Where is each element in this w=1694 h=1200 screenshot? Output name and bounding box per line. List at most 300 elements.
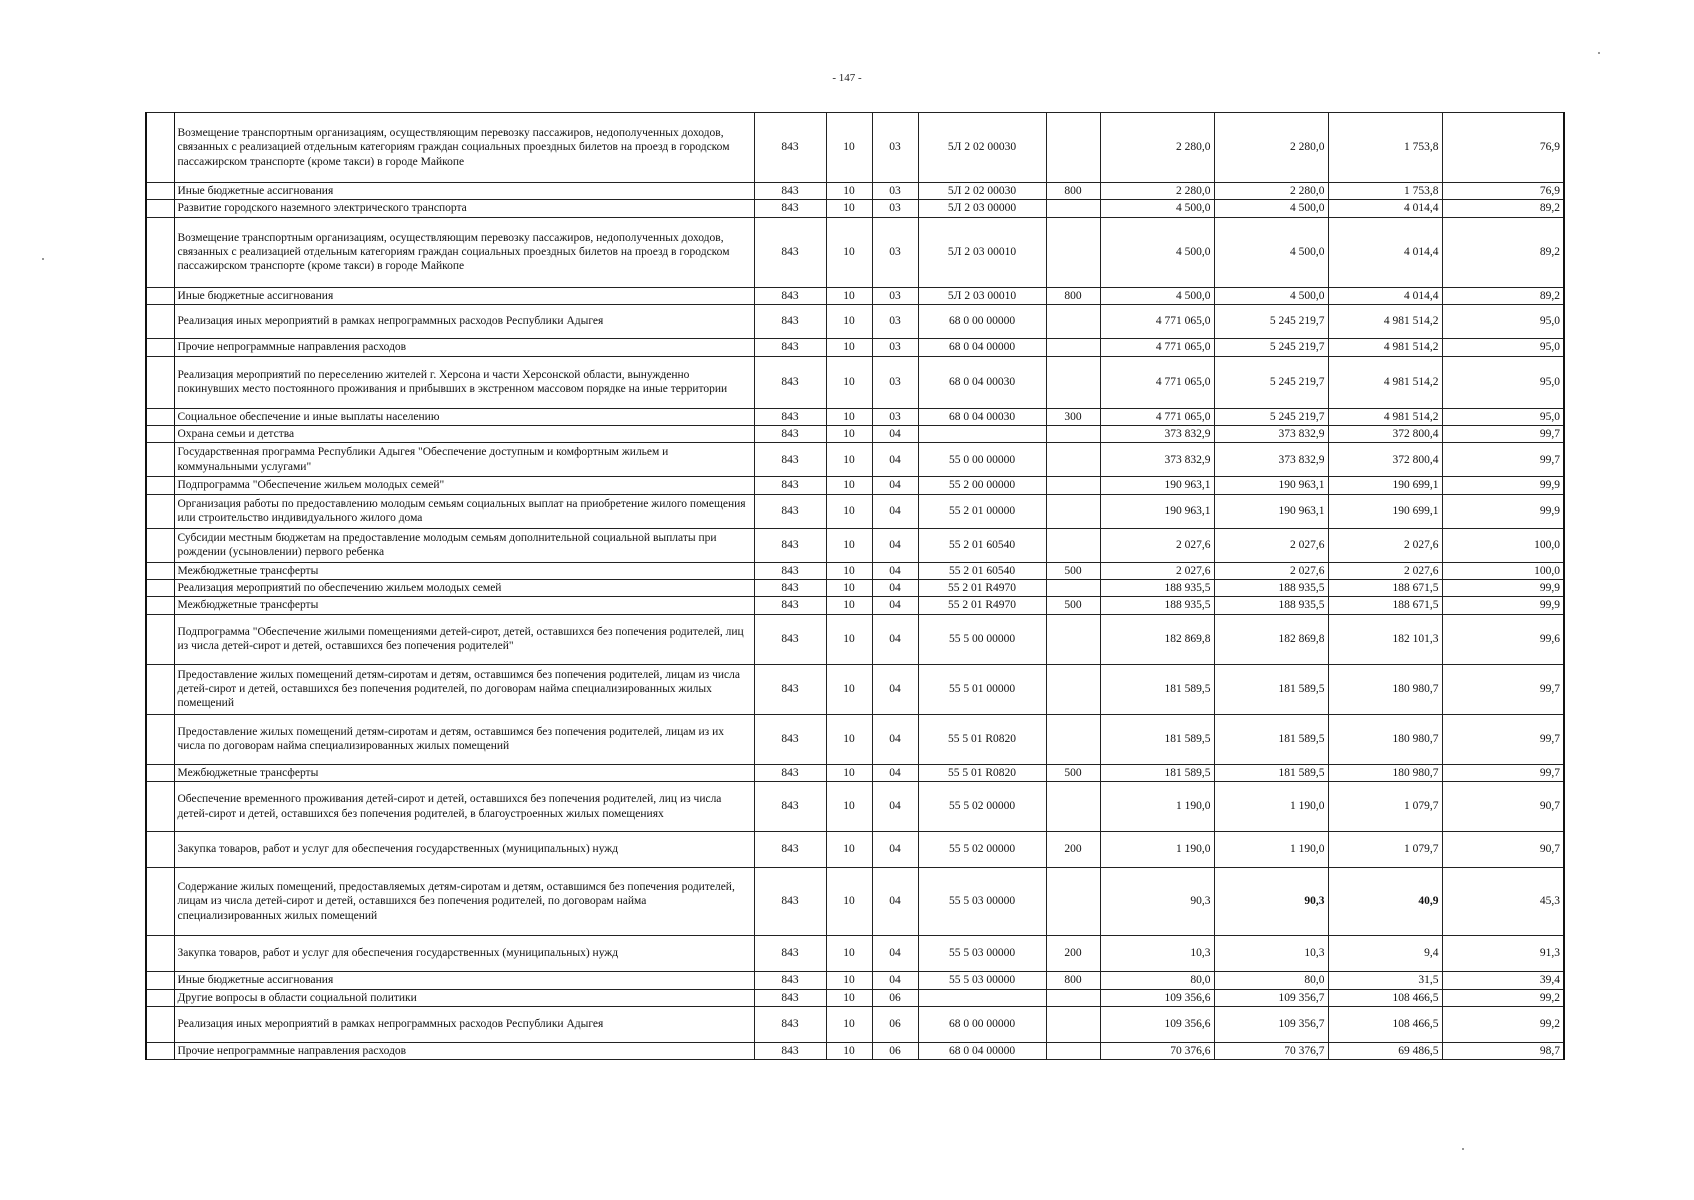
cell-name: Межбюджетные трансферты (174, 764, 754, 781)
cell-name: Межбюджетные трансферты (174, 562, 754, 579)
table-row (146, 494, 1564, 528)
row-margin-cell (146, 562, 174, 579)
table-row (146, 989, 1564, 1006)
table-row (146, 936, 1564, 972)
cell-pct: 89,2 (1442, 217, 1564, 287)
cell-pr: 04 (872, 832, 918, 868)
cell-v3: 108 466,5 (1328, 1006, 1442, 1042)
scan-speck (1598, 52, 1600, 54)
cell-ved: 843 (754, 408, 826, 425)
cell-v2: 373 832,9 (1214, 443, 1328, 477)
cell-rz: 10 (826, 443, 872, 477)
cell-csr: 55 2 01 60540 (918, 562, 1046, 579)
cell-v2: 90,3 (1214, 868, 1328, 936)
cell-vr: 800 (1046, 972, 1100, 989)
table-row (146, 217, 1564, 287)
cell-v3: 4 014,4 (1328, 217, 1442, 287)
cell-pct: 89,2 (1442, 200, 1564, 217)
cell-rz: 10 (826, 494, 872, 528)
row-margin-cell (146, 217, 174, 287)
cell-v3: 4 981 514,2 (1328, 339, 1442, 356)
cell-ved: 843 (754, 972, 826, 989)
cell-csr: 68 0 04 00000 (918, 1042, 1046, 1059)
cell-pr: 04 (872, 580, 918, 597)
cell-name: Охрана семьи и детства (174, 425, 754, 442)
cell-pr: 04 (872, 972, 918, 989)
table-row (146, 443, 1564, 477)
cell-rz: 10 (826, 580, 872, 597)
cell-v2: 2 027,6 (1214, 528, 1328, 562)
cell-vr (1046, 305, 1100, 339)
cell-rz: 10 (826, 217, 872, 287)
cell-csr: 55 5 01 R0820 (918, 714, 1046, 764)
cell-ved: 843 (754, 425, 826, 442)
cell-vr (1046, 200, 1100, 217)
cell-v3: 4 981 514,2 (1328, 305, 1442, 339)
cell-csr: 68 0 04 00000 (918, 339, 1046, 356)
cell-vr: 200 (1046, 832, 1100, 868)
cell-csr: 55 2 01 60540 (918, 528, 1046, 562)
cell-pct: 99,9 (1442, 494, 1564, 528)
cell-v2: 181 589,5 (1214, 664, 1328, 714)
cell-csr: 55 5 03 00000 (918, 936, 1046, 972)
cell-name: Реализация мероприятий по переселению жителей г. Херсона и части Херсонской области, вынужденно покинувших место постоянного проживания и прибывших в экстренном массовом порядке на иные территории (174, 356, 754, 408)
cell-ved: 843 (754, 868, 826, 936)
cell-ved: 843 (754, 339, 826, 356)
cell-v1: 188 935,5 (1100, 597, 1214, 614)
cell-v3: 108 466,5 (1328, 989, 1442, 1006)
table-row (146, 714, 1564, 764)
cell-vr (1046, 1042, 1100, 1059)
cell-vr (1046, 714, 1100, 764)
cell-pct: 95,0 (1442, 305, 1564, 339)
cell-v2: 5 245 219,7 (1214, 356, 1328, 408)
table-row (146, 764, 1564, 781)
cell-pr: 04 (872, 782, 918, 832)
cell-csr: 68 0 04 00030 (918, 356, 1046, 408)
cell-name: Закупка товаров, работ и услуг для обеспечения государственных (муниципальных) нужд (174, 832, 754, 868)
cell-v3: 4 981 514,2 (1328, 356, 1442, 408)
cell-pct: 99,7 (1442, 443, 1564, 477)
cell-name: Подпрограмма "Обеспечение жилыми помещениями детей-сирот, детей, оставшихся без попечения родителей, лиц из числа детей-сирот и детей, оставшихся без попечения родителей" (174, 614, 754, 664)
cell-pct: 89,2 (1442, 287, 1564, 304)
cell-v3: 1 079,7 (1328, 782, 1442, 832)
cell-v1: 109 356,6 (1100, 1006, 1214, 1042)
cell-rz: 10 (826, 782, 872, 832)
cell-csr (918, 425, 1046, 442)
cell-pct: 99,6 (1442, 614, 1564, 664)
cell-v1: 109 356,6 (1100, 989, 1214, 1006)
cell-pct: 99,9 (1442, 580, 1564, 597)
cell-vr (1046, 356, 1100, 408)
cell-pct: 90,7 (1442, 832, 1564, 868)
cell-v3: 180 980,7 (1328, 764, 1442, 781)
cell-vr (1046, 477, 1100, 494)
cell-pr: 03 (872, 287, 918, 304)
cell-vr: 500 (1046, 597, 1100, 614)
cell-vr: 800 (1046, 183, 1100, 200)
cell-pr: 03 (872, 217, 918, 287)
cell-v1: 80,0 (1100, 972, 1214, 989)
cell-rz: 10 (826, 339, 872, 356)
cell-ved: 843 (754, 714, 826, 764)
cell-v2: 2 280,0 (1214, 183, 1328, 200)
cell-v2: 10,3 (1214, 936, 1328, 972)
cell-v1: 1 190,0 (1100, 782, 1214, 832)
cell-name: Иные бюджетные ассигнования (174, 972, 754, 989)
cell-ved: 843 (754, 528, 826, 562)
cell-v3: 2 027,6 (1328, 528, 1442, 562)
cell-v1: 70 376,6 (1100, 1042, 1214, 1059)
cell-v2: 188 935,5 (1214, 597, 1328, 614)
table-row (146, 356, 1564, 408)
cell-pct: 76,9 (1442, 113, 1564, 183)
cell-pr: 04 (872, 614, 918, 664)
cell-vr (1046, 113, 1100, 183)
cell-vr (1046, 989, 1100, 1006)
cell-v2: 2 280,0 (1214, 113, 1328, 183)
cell-pct: 76,9 (1442, 183, 1564, 200)
cell-ved: 843 (754, 1042, 826, 1059)
cell-rz: 10 (826, 714, 872, 764)
cell-rz: 10 (826, 425, 872, 442)
cell-v1: 10,3 (1100, 936, 1214, 972)
cell-v1: 181 589,5 (1100, 664, 1214, 714)
cell-v2: 188 935,5 (1214, 580, 1328, 597)
cell-pr: 04 (872, 425, 918, 442)
cell-v2: 109 356,7 (1214, 989, 1328, 1006)
table-row (146, 562, 1564, 579)
cell-ved: 843 (754, 664, 826, 714)
cell-v1: 181 589,5 (1100, 764, 1214, 781)
cell-rz: 10 (826, 200, 872, 217)
cell-ved: 843 (754, 832, 826, 868)
row-margin-cell (146, 664, 174, 714)
cell-rz: 10 (826, 1042, 872, 1059)
row-margin-cell (146, 477, 174, 494)
cell-pct: 98,7 (1442, 1042, 1564, 1059)
cell-rz: 10 (826, 936, 872, 972)
cell-v3: 31,5 (1328, 972, 1442, 989)
cell-vr (1046, 339, 1100, 356)
row-margin-cell (146, 782, 174, 832)
cell-name: Прочие непрограммные направления расходов (174, 1042, 754, 1059)
cell-pr: 03 (872, 183, 918, 200)
cell-ved: 843 (754, 764, 826, 781)
cell-v1: 4 500,0 (1100, 200, 1214, 217)
cell-name: Подпрограмма "Обеспечение жильем молодых семей" (174, 477, 754, 494)
cell-csr: 5Л 2 02 00030 (918, 113, 1046, 183)
cell-pct: 45,3 (1442, 868, 1564, 936)
scan-speck (1462, 1148, 1464, 1150)
row-margin-cell (146, 356, 174, 408)
cell-csr: 55 2 01 R4970 (918, 580, 1046, 597)
cell-pct: 99,7 (1442, 664, 1564, 714)
cell-rz: 10 (826, 287, 872, 304)
cell-pct: 99,9 (1442, 597, 1564, 614)
cell-pr: 03 (872, 408, 918, 425)
cell-vr: 300 (1046, 408, 1100, 425)
cell-v1: 182 869,8 (1100, 614, 1214, 664)
cell-name: Реализация мероприятий по обеспечению жильем молодых семей (174, 580, 754, 597)
cell-pct: 99,2 (1442, 1006, 1564, 1042)
cell-v1: 90,3 (1100, 868, 1214, 936)
cell-vr (1046, 1006, 1100, 1042)
table-row (146, 287, 1564, 304)
cell-vr (1046, 614, 1100, 664)
cell-rz: 10 (826, 614, 872, 664)
cell-csr: 5Л 2 03 00010 (918, 287, 1046, 304)
cell-v3: 372 800,4 (1328, 443, 1442, 477)
row-margin-cell (146, 832, 174, 868)
cell-name: Развитие городского наземного электрического транспорта (174, 200, 754, 217)
cell-name: Возмещение транспортным организациям, осуществляющим перевозку пассажиров, недополученных доходов, связанных с реализацией отдельным категориям граждан социальных проездных билетов на проезд в городском пассажирском транспорте (кроме такси) в городе Майкопе (174, 217, 754, 287)
cell-v2: 1 190,0 (1214, 832, 1328, 868)
cell-vr: 200 (1046, 936, 1100, 972)
cell-csr: 55 2 01 R4970 (918, 597, 1046, 614)
row-margin-cell (146, 597, 174, 614)
cell-v3: 9,4 (1328, 936, 1442, 972)
row-margin-cell (146, 528, 174, 562)
cell-csr: 55 5 01 00000 (918, 664, 1046, 714)
row-margin-cell (146, 989, 174, 1006)
cell-v2: 5 245 219,7 (1214, 305, 1328, 339)
cell-pct: 99,2 (1442, 989, 1564, 1006)
cell-ved: 843 (754, 217, 826, 287)
row-margin-cell (146, 764, 174, 781)
cell-csr: 55 5 02 00000 (918, 832, 1046, 868)
cell-v3: 4 014,4 (1328, 287, 1442, 304)
cell-pr: 04 (872, 528, 918, 562)
cell-v3: 180 980,7 (1328, 714, 1442, 764)
cell-ved: 843 (754, 305, 826, 339)
cell-ved: 843 (754, 494, 826, 528)
cell-csr: 5Л 2 03 00010 (918, 217, 1046, 287)
cell-pr: 03 (872, 339, 918, 356)
cell-v2: 1 190,0 (1214, 782, 1328, 832)
table-row (146, 200, 1564, 217)
cell-v2: 80,0 (1214, 972, 1328, 989)
cell-v1: 2 027,6 (1100, 528, 1214, 562)
cell-pr: 06 (872, 1042, 918, 1059)
cell-pr: 06 (872, 1006, 918, 1042)
cell-pct: 99,7 (1442, 714, 1564, 764)
cell-csr (918, 989, 1046, 1006)
cell-v1: 188 935,5 (1100, 580, 1214, 597)
cell-name: Обеспечение временного проживания детей-сирот и детей, оставшихся без попечения родителей, лиц из числа детей-сирот и детей, оставшихся без попечения родителей, в благоустроенных жилых помещениях (174, 782, 754, 832)
cell-v1: 373 832,9 (1100, 443, 1214, 477)
row-margin-cell (146, 714, 174, 764)
cell-pct: 90,7 (1442, 782, 1564, 832)
cell-name: Предоставление жилых помещений детям-сиротам и детям, оставшимся без попечения родителей, лицам из их числа по договорам найма специализированных жилых помещений (174, 714, 754, 764)
cell-csr: 5Л 2 03 00000 (918, 200, 1046, 217)
cell-v1: 2 280,0 (1100, 113, 1214, 183)
cell-rz: 10 (826, 597, 872, 614)
cell-name: Межбюджетные трансферты (174, 597, 754, 614)
cell-pr: 04 (872, 868, 918, 936)
cell-csr: 55 5 00 00000 (918, 614, 1046, 664)
cell-ved: 843 (754, 443, 826, 477)
cell-pct: 100,0 (1442, 528, 1564, 562)
cell-v3: 1 079,7 (1328, 832, 1442, 868)
row-margin-cell (146, 1006, 174, 1042)
cell-rz: 10 (826, 1006, 872, 1042)
cell-vr (1046, 868, 1100, 936)
cell-v2: 4 500,0 (1214, 217, 1328, 287)
cell-name: Возмещение транспортным организациям, осуществляющим перевозку пассажиров, недополученных доходов, связанных с реализацией отдельным категориям граждан социальных проездных билетов на проезд в городском пассажирском транспорте (кроме такси) в городе Майкопе (174, 113, 754, 183)
cell-v2: 181 589,5 (1214, 714, 1328, 764)
table-row (146, 868, 1564, 936)
cell-ved: 843 (754, 989, 826, 1006)
cell-pr: 03 (872, 305, 918, 339)
cell-rz: 10 (826, 764, 872, 781)
table-row (146, 614, 1564, 664)
cell-rz: 10 (826, 183, 872, 200)
table-row (146, 664, 1564, 714)
cell-vr (1046, 425, 1100, 442)
row-margin-cell (146, 494, 174, 528)
cell-v2: 2 027,6 (1214, 562, 1328, 579)
cell-name: Субсидии местным бюджетам на предоставление молодым семьям дополнительной социальной выплаты при рождении (усыновлении) первого ребенка (174, 528, 754, 562)
cell-v3: 182 101,3 (1328, 614, 1442, 664)
cell-v3: 190 699,1 (1328, 477, 1442, 494)
cell-v1: 4 771 065,0 (1100, 305, 1214, 339)
cell-v2: 5 245 219,7 (1214, 339, 1328, 356)
cell-v1: 190 963,1 (1100, 477, 1214, 494)
cell-v2: 70 376,7 (1214, 1042, 1328, 1059)
table-row (146, 339, 1564, 356)
cell-name: Закупка товаров, работ и услуг для обеспечения государственных (муниципальных) нужд (174, 936, 754, 972)
cell-v3: 1 753,8 (1328, 183, 1442, 200)
cell-ved: 843 (754, 113, 826, 183)
row-margin-cell (146, 200, 174, 217)
cell-v3: 69 486,5 (1328, 1042, 1442, 1059)
table-row (146, 477, 1564, 494)
cell-v3: 188 671,5 (1328, 580, 1442, 597)
table-row (146, 832, 1564, 868)
cell-csr: 55 2 01 00000 (918, 494, 1046, 528)
cell-vr (1046, 528, 1100, 562)
cell-name: Содержание жилых помещений, предоставляемых детям-сиротам и детям, оставшимся без попечения родителей, лицам из числа детей-сирот и детей, оставшихся без попечения родителей, по договорам найма специализированных жилых помещений (174, 868, 754, 936)
cell-pr: 06 (872, 989, 918, 1006)
table-row (146, 305, 1564, 339)
cell-pr: 04 (872, 664, 918, 714)
cell-ved: 843 (754, 562, 826, 579)
cell-v3: 4 014,4 (1328, 200, 1442, 217)
cell-v2: 109 356,7 (1214, 1006, 1328, 1042)
cell-pr: 04 (872, 764, 918, 781)
cell-csr: 55 5 03 00000 (918, 868, 1046, 936)
cell-v3: 40,9 (1328, 868, 1442, 936)
cell-vr (1046, 494, 1100, 528)
cell-pct: 91,3 (1442, 936, 1564, 972)
cell-ved: 843 (754, 936, 826, 972)
table-row (146, 597, 1564, 614)
cell-pr: 04 (872, 562, 918, 579)
table-row (146, 408, 1564, 425)
cell-ved: 843 (754, 580, 826, 597)
cell-v1: 2 027,6 (1100, 562, 1214, 579)
row-margin-cell (146, 305, 174, 339)
row-margin-cell (146, 339, 174, 356)
cell-name: Реализация иных мероприятий в рамках непрограммных расходов Республики Адыгея (174, 1006, 754, 1042)
cell-pr: 03 (872, 113, 918, 183)
cell-rz: 10 (826, 972, 872, 989)
cell-vr: 500 (1046, 764, 1100, 781)
cell-v3: 1 753,8 (1328, 113, 1442, 183)
row-margin-cell (146, 936, 174, 972)
cell-v2: 4 500,0 (1214, 287, 1328, 304)
cell-ved: 843 (754, 1006, 826, 1042)
cell-v1: 373 832,9 (1100, 425, 1214, 442)
cell-ved: 843 (754, 183, 826, 200)
cell-v1: 4 771 065,0 (1100, 408, 1214, 425)
cell-v1: 4 771 065,0 (1100, 356, 1214, 408)
cell-ved: 843 (754, 782, 826, 832)
cell-name: Другие вопросы в области социальной политики (174, 989, 754, 1006)
row-margin-cell (146, 614, 174, 664)
cell-v3: 190 699,1 (1328, 494, 1442, 528)
cell-pct: 99,9 (1442, 477, 1564, 494)
cell-name: Иные бюджетные ассигнования (174, 287, 754, 304)
cell-rz: 10 (826, 305, 872, 339)
cell-v1: 181 589,5 (1100, 714, 1214, 764)
cell-rz: 10 (826, 832, 872, 868)
table-row (146, 782, 1564, 832)
cell-v1: 190 963,1 (1100, 494, 1214, 528)
row-margin-cell (146, 443, 174, 477)
cell-pct: 95,0 (1442, 356, 1564, 408)
cell-vr (1046, 580, 1100, 597)
cell-rz: 10 (826, 989, 872, 1006)
cell-csr: 5Л 2 02 00030 (918, 183, 1046, 200)
cell-pr: 03 (872, 200, 918, 217)
cell-v2: 181 589,5 (1214, 764, 1328, 781)
cell-csr: 55 5 01 R0820 (918, 764, 1046, 781)
cell-ved: 843 (754, 356, 826, 408)
cell-name: Государственная программа Республики Адыгея "Обеспечение доступным и комфортным жильем и коммунальными услугами" (174, 443, 754, 477)
table-row (146, 528, 1564, 562)
cell-csr: 55 0 00 00000 (918, 443, 1046, 477)
budget-table (145, 112, 1565, 1060)
cell-pct: 95,0 (1442, 408, 1564, 425)
cell-v3: 372 800,4 (1328, 425, 1442, 442)
cell-rz: 10 (826, 477, 872, 494)
cell-v1: 4 500,0 (1100, 217, 1214, 287)
cell-v3: 188 671,5 (1328, 597, 1442, 614)
cell-pct: 39,4 (1442, 972, 1564, 989)
row-margin-cell (146, 287, 174, 304)
cell-pr: 04 (872, 714, 918, 764)
cell-rz: 10 (826, 113, 872, 183)
cell-ved: 843 (754, 287, 826, 304)
table-row (146, 1006, 1564, 1042)
cell-rz: 10 (826, 562, 872, 579)
cell-pr: 04 (872, 494, 918, 528)
cell-ved: 843 (754, 597, 826, 614)
cell-csr: 55 5 03 00000 (918, 972, 1046, 989)
cell-pr: 04 (872, 936, 918, 972)
table-row (146, 183, 1564, 200)
table-row (146, 425, 1564, 442)
cell-v2: 190 963,1 (1214, 494, 1328, 528)
cell-name: Иные бюджетные ассигнования (174, 183, 754, 200)
cell-name: Организация работы по предоставлению молодым семьям социальных выплат на приобретение жилого помещения или строительство индивидуального жилого дома (174, 494, 754, 528)
cell-v3: 4 981 514,2 (1328, 408, 1442, 425)
cell-name: Реализация иных мероприятий в рамках непрограммных расходов Республики Адыгея (174, 305, 754, 339)
cell-pct: 99,7 (1442, 425, 1564, 442)
cell-csr: 68 0 04 00030 (918, 408, 1046, 425)
